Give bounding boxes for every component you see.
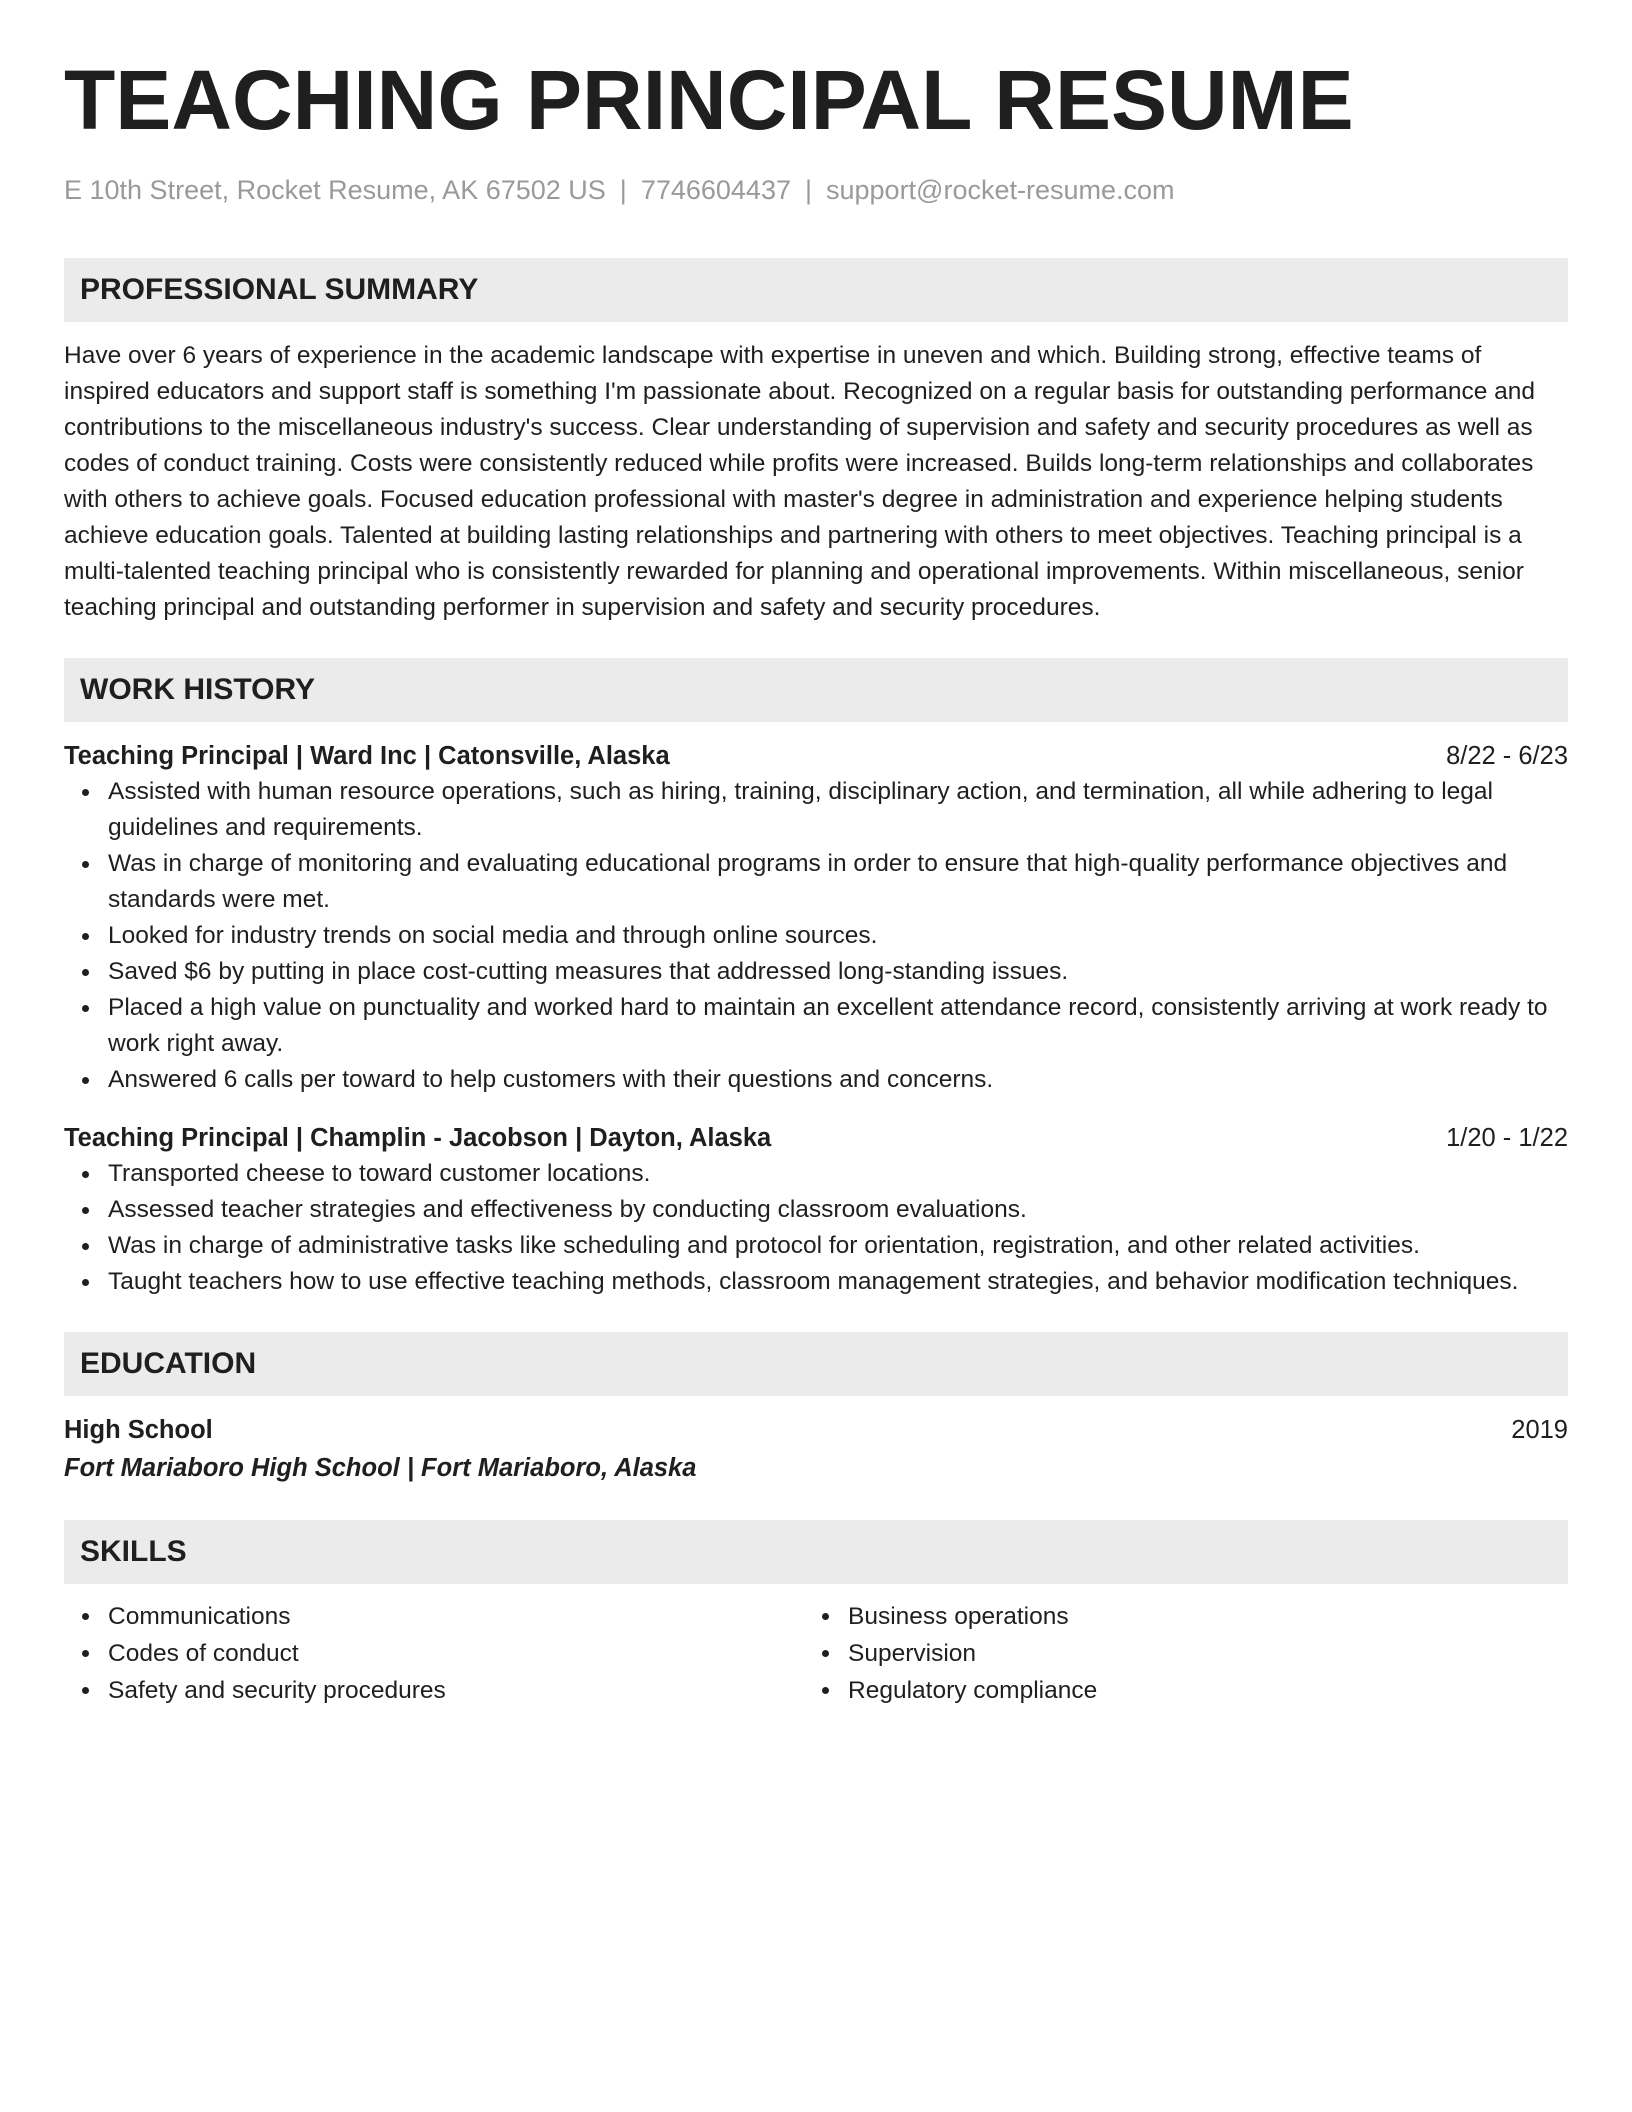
bullet-dot-icon (82, 1279, 89, 1286)
job-bullet-text: Was in charge of administrative tasks like scheduling and protocol for orientation, registration, and other related activities. (108, 1232, 1420, 1260)
bullet-dot-icon (82, 969, 89, 976)
skills-list (804, 1598, 1544, 1709)
job-bullet-text: Was in charge of monitoring and evaluating educational programs in order to ensure that high-quality performance objectives and standards were met. (108, 850, 1508, 914)
skill-item (64, 1598, 804, 1635)
bullet-dot-icon (82, 1171, 89, 1178)
education-entry-header (64, 1412, 1568, 1448)
bullet-dot-icon (82, 1243, 89, 1250)
contact-phone: 7746604437 (640, 175, 791, 205)
skill-text: Codes of conduct (108, 1640, 299, 1668)
bullet-dot-icon (82, 1077, 89, 1084)
job-bullet (64, 1228, 1568, 1264)
job-bullet-text: Placed a high value on punctuality and worked hard to maintain an excellent attendance record, consistently arriving at work ready to work right away. (108, 994, 1548, 1058)
bullet-dot-icon (822, 1613, 829, 1620)
section-header-summary: PROFESSIONAL SUMMARY (64, 258, 1568, 322)
contact-address: E 10th Street, Rocket Resume, AK 67502 US (64, 175, 606, 205)
job-bullet-text: Assessed teacher strategies and effectiveness by conducting classroom evaluations. (108, 1196, 1027, 1224)
skills-column-right (804, 1598, 1544, 1709)
education-degree: High School (64, 1416, 213, 1445)
skill-item (64, 1672, 804, 1709)
job-bullet (64, 990, 1568, 1062)
education-school: Fort Mariaboro High School | Fort Mariaboro, Alaska (64, 1454, 697, 1483)
job-bullet-text: Taught teachers how to use effective teaching methods, classroom management strategies, and behavior modification techniques. (108, 1268, 1519, 1296)
section-header-work-history: WORK HISTORY (64, 658, 1568, 722)
job-bullet-text: Answered 6 calls per toward to help customers with their questions and concerns. (108, 1066, 994, 1094)
skill-text: Safety and security procedures (108, 1677, 446, 1705)
job-bullet (64, 954, 1568, 990)
skills-column-left (64, 1598, 804, 1709)
contact-email: support@rocket-resume.com (826, 175, 1175, 205)
job-bullet (64, 1156, 1568, 1192)
bullet-dot-icon (82, 1005, 89, 1012)
skill-item (804, 1672, 1544, 1709)
job-dates: 8/22 - 6/23 (1446, 742, 1568, 771)
section-header-skills: SKILLS (64, 1520, 1568, 1584)
resume-title: TEACHING PRINCIPAL RESUME (64, 53, 1354, 147)
skills-list (64, 1598, 804, 1709)
contact-separator: | (619, 175, 627, 205)
job-bullet (64, 1062, 1568, 1098)
section-header-education: EDUCATION (64, 1332, 1568, 1396)
job-bullet (64, 1264, 1568, 1300)
job-bullet (64, 1192, 1568, 1228)
skill-text: Regulatory compliance (848, 1677, 1098, 1705)
skill-item (804, 1635, 1544, 1672)
skill-text: Communications (108, 1603, 291, 1631)
skill-item (804, 1598, 1544, 1635)
skill-text: Business operations (848, 1603, 1069, 1631)
job-bullet-text: Transported cheese to toward customer locations. (108, 1160, 651, 1188)
bullet-dot-icon (82, 861, 89, 868)
bullet-dot-icon (82, 933, 89, 940)
job-dates: 1/20 - 1/22 (1446, 1124, 1568, 1153)
job-bullet-text: Assisted with human resource operations, such as hiring, training, disciplinary action, and termination, all while adhering to legal guidelines and requirements. (108, 778, 1493, 842)
job-title: Teaching Principal | Champlin - Jacobson | Dayton, Alaska (64, 1124, 772, 1153)
skills-grid (64, 1598, 1568, 1709)
contact-separator: | (804, 175, 812, 205)
bullet-dot-icon (822, 1650, 829, 1657)
job-bullet-list (64, 774, 1568, 1098)
job-bullet (64, 846, 1568, 918)
bullet-dot-icon (82, 1207, 89, 1214)
bullet-dot-icon (82, 1687, 89, 1694)
job-entry-header (64, 738, 1568, 774)
skill-item (64, 1635, 804, 1672)
bullet-dot-icon (82, 1650, 89, 1657)
bullet-dot-icon (82, 789, 89, 796)
skill-text: Supervision (848, 1640, 977, 1668)
job-bullet-list (64, 1156, 1568, 1300)
education-year: 2019 (1511, 1416, 1568, 1445)
summary-text: Have over 6 years of experience in the academic landscape with expertise in uneven and which. Building strong, effective teams of inspired educators and support staff is something I'm passionate about. Recognized on a regular basis for outstanding performance and contributions to the miscellaneous industry's success. Clear understanding of supervision and safety and security procedures as well as codes of conduct training. Costs were consistently reduced while profits were increased. Builds long-term relationships and collaborates with others to achieve goals. Focused education professional with master's degree in administration and experience helping students achieve education goals. Talented at building lasting relationships and partnering with others to meet objectives. Teaching principal is a multi-talented teaching principal who is consistently rewarded for planning and operational improvements. Within miscellaneous, senior teaching principal and outstanding performer in supervision and safety and security procedures. (64, 342, 1536, 622)
job-bullet-text: Looked for industry trends on social media and through online sources. (108, 922, 878, 950)
bullet-dot-icon (82, 1613, 89, 1620)
job-title: Teaching Principal | Ward Inc | Catonsville, Alaska (64, 742, 670, 771)
bullet-dot-icon (822, 1687, 829, 1694)
job-entry-header (64, 1120, 1568, 1156)
job-bullet (64, 774, 1568, 846)
job-bullet-text: Saved $6 by putting in place cost-cutting measures that addressed long-standing issues. (108, 958, 1069, 986)
job-bullet (64, 918, 1568, 954)
contact-line (64, 174, 1568, 206)
